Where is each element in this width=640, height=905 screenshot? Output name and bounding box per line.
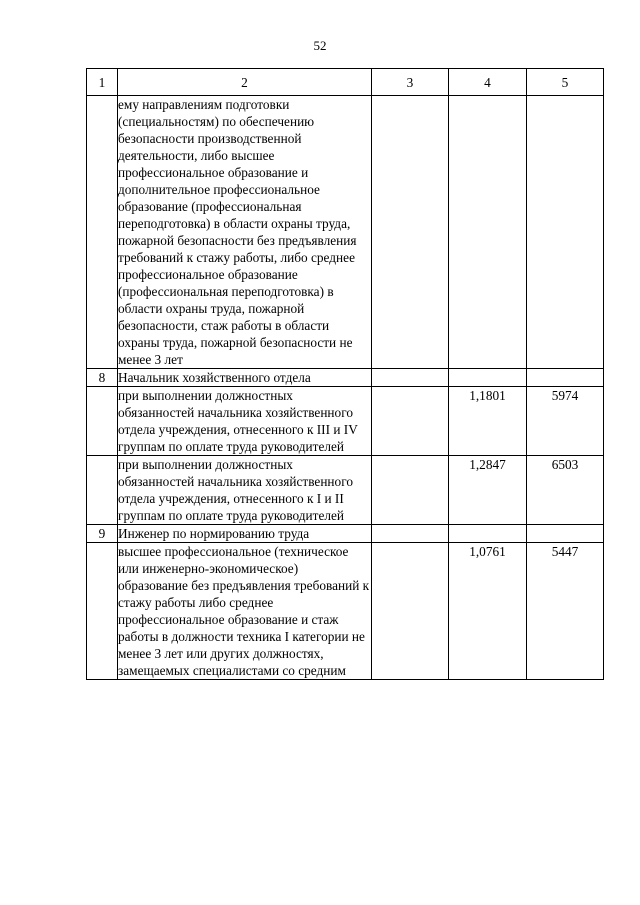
- table-row: [87, 369, 604, 387]
- row-number: [87, 387, 118, 456]
- table-row: [87, 525, 604, 543]
- row-description: высшее профессиональное (техническое или инженерно-экономическое) образование без предъявления требований к стажу работы либо среднее профессиональное образование и стаж работы в должности техника I категории не менее 3 лет или других должностях, замещаемых специалистами со средним: [118, 543, 372, 680]
- header-cell: 2: [118, 69, 372, 96]
- row-coefficient: 1,0761: [449, 543, 527, 680]
- row-number: 9: [87, 525, 118, 543]
- row-col3: [372, 543, 449, 680]
- table-row: [87, 387, 604, 456]
- row-description: ему направлениям подготовки (специальностям) по обеспечению безопасности производственной деятельности, либо высшее профессиональное образование и дополнительное профессиональное образование (профессиональная переподготовка) в области охраны труда, пожарной безопасности без предъявления требований к стажу работы, либо среднее профессиональное образование (профессиональная переподготовка) в области охраны труда, пожарной безопасности, стаж работы в области охраны труда, пожарной безопасности не менее 3 лет: [118, 96, 372, 369]
- row-amount: 5974: [527, 387, 604, 456]
- row-number: [87, 96, 118, 369]
- row-amount: [527, 525, 604, 543]
- row-number: 8: [87, 369, 118, 387]
- row-col3: [372, 456, 449, 525]
- header-cell: 3: [372, 69, 449, 96]
- header-cell: 5: [527, 69, 604, 96]
- row-amount: 5447: [527, 543, 604, 680]
- row-number: [87, 543, 118, 680]
- salary-table: [86, 68, 604, 680]
- table-header-row: [87, 69, 604, 96]
- row-coefficient: [449, 96, 527, 369]
- row-description: Начальник хозяйственного отдела: [118, 369, 372, 387]
- row-coefficient: 1,1801: [449, 387, 527, 456]
- row-number: [87, 456, 118, 525]
- row-col3: [372, 369, 449, 387]
- table-row: [87, 543, 604, 680]
- row-coefficient: [449, 525, 527, 543]
- row-amount: 6503: [527, 456, 604, 525]
- row-coefficient: [449, 369, 527, 387]
- row-col3: [372, 387, 449, 456]
- row-amount: [527, 96, 604, 369]
- row-col3: [372, 525, 449, 543]
- header-cell: 4: [449, 69, 527, 96]
- table-row: [87, 96, 604, 369]
- row-coefficient: 1,2847: [449, 456, 527, 525]
- table-row: [87, 456, 604, 525]
- row-description: Инженер по нормированию труда: [118, 525, 372, 543]
- row-description: при выполнении должностных обязанностей начальника хозяйственного отдела учреждения, отнесенного к III и IV группам по оплате труда руководителей: [118, 387, 372, 456]
- row-description: при выполнении должностных обязанностей начальника хозяйственного отдела учреждения, отнесенного к I и II группам по оплате труда руководителей: [118, 456, 372, 525]
- row-col3: [372, 96, 449, 369]
- row-amount: [527, 369, 604, 387]
- header-cell: 1: [87, 69, 118, 96]
- page-number: 52: [313, 38, 327, 53]
